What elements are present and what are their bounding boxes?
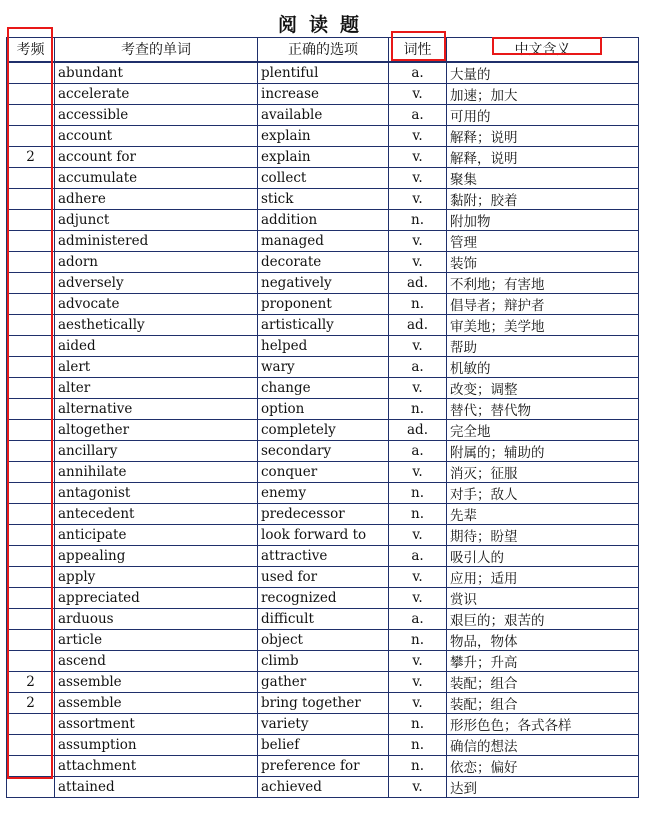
cell-meaning: 先辈 xyxy=(447,503,639,524)
cell-word: ancillary xyxy=(55,440,258,461)
cell-meaning: 解释，说明 xyxy=(447,146,639,167)
cell-option: achieved xyxy=(258,776,389,797)
cell-meaning: 消灭；征服 xyxy=(447,461,639,482)
cell-word: alert xyxy=(55,356,258,377)
table-row xyxy=(7,776,639,797)
cell-option: climb xyxy=(258,650,389,671)
table-row xyxy=(7,188,639,209)
col-header-word: 考查的单词 xyxy=(55,38,258,62)
highlight-box-meaning-header xyxy=(492,37,602,55)
cell-option: object xyxy=(258,629,389,650)
cell-freq xyxy=(7,776,55,797)
cell-pos: a. xyxy=(389,440,447,461)
cell-meaning: 完全地 xyxy=(447,419,639,440)
cell-word: attained xyxy=(55,776,258,797)
table-body xyxy=(7,62,639,798)
cell-word: advocate xyxy=(55,293,258,314)
table-row xyxy=(7,146,639,167)
table-row xyxy=(7,314,639,335)
cell-option: stick xyxy=(258,188,389,209)
cell-meaning: 解释；说明 xyxy=(447,125,639,146)
table-row xyxy=(7,755,639,776)
cell-pos: n. xyxy=(389,209,447,230)
vocab-table xyxy=(6,37,639,798)
cell-pos: v. xyxy=(389,587,447,608)
cell-pos: v. xyxy=(389,146,447,167)
cell-word: accumulate xyxy=(55,167,258,188)
cell-meaning: 对手；敌人 xyxy=(447,482,639,503)
cell-pos: a. xyxy=(389,356,447,377)
cell-freq: 2 xyxy=(7,671,55,692)
cell-option: artistically xyxy=(258,314,389,335)
cell-option: available xyxy=(258,104,389,125)
table-row xyxy=(7,356,639,377)
cell-pos: a. xyxy=(389,104,447,125)
cell-pos: v. xyxy=(389,566,447,587)
cell-word: assumption xyxy=(55,734,258,755)
cell-option: change xyxy=(258,377,389,398)
table-row xyxy=(7,209,639,230)
cell-meaning: 不利地；有害地 xyxy=(447,272,639,293)
cell-option: explain xyxy=(258,146,389,167)
cell-meaning: 物品，物体 xyxy=(447,629,639,650)
cell-meaning: 可用的 xyxy=(447,104,639,125)
cell-word: account xyxy=(55,125,258,146)
cell-pos: n. xyxy=(389,755,447,776)
cell-word: accelerate xyxy=(55,83,258,104)
cell-option: helped xyxy=(258,335,389,356)
table-row xyxy=(7,398,639,419)
table-row xyxy=(7,293,639,314)
cell-meaning: 管理 xyxy=(447,230,639,251)
cell-option: option xyxy=(258,398,389,419)
cell-option: plentiful xyxy=(258,62,389,84)
cell-pos: ad. xyxy=(389,314,447,335)
cell-option: difficult xyxy=(258,608,389,629)
table-row xyxy=(7,734,639,755)
cell-option: preference for xyxy=(258,755,389,776)
cell-pos: v. xyxy=(389,524,447,545)
table-row xyxy=(7,503,639,524)
table-row xyxy=(7,272,639,293)
cell-meaning: 艰巨的；艰苦的 xyxy=(447,608,639,629)
cell-pos: n. xyxy=(389,503,447,524)
col-header-frequency: 考频 xyxy=(7,38,55,62)
cell-word: alternative xyxy=(55,398,258,419)
cell-pos: a. xyxy=(389,608,447,629)
table-row xyxy=(7,482,639,503)
cell-pos: n. xyxy=(389,293,447,314)
cell-pos: v. xyxy=(389,776,447,797)
cell-word: accessible xyxy=(55,104,258,125)
cell-option: negatively xyxy=(258,272,389,293)
cell-word: apply xyxy=(55,566,258,587)
cell-option: completely xyxy=(258,419,389,440)
cell-word: adjunct xyxy=(55,209,258,230)
cell-meaning: 吸引人的 xyxy=(447,545,639,566)
cell-word: annihilate xyxy=(55,461,258,482)
cell-pos: v. xyxy=(389,461,447,482)
cell-option: addition xyxy=(258,209,389,230)
cell-meaning: 帮助 xyxy=(447,335,639,356)
cell-word: alter xyxy=(55,377,258,398)
cell-pos: v. xyxy=(389,188,447,209)
cell-pos: v. xyxy=(389,650,447,671)
cell-word: account for xyxy=(55,146,258,167)
table-row xyxy=(7,587,639,608)
col-header-part-of-speech: 词性 xyxy=(389,38,447,62)
cell-meaning: 达到 xyxy=(447,776,639,797)
cell-meaning: 依恋；偏好 xyxy=(447,755,639,776)
cell-meaning: 审美地；美学地 xyxy=(447,314,639,335)
cell-word: anticipate xyxy=(55,524,258,545)
cell-meaning: 附加物 xyxy=(447,209,639,230)
cell-word: antagonist xyxy=(55,482,258,503)
cell-word: attachment xyxy=(55,755,258,776)
cell-option: increase xyxy=(258,83,389,104)
cell-word: aesthetically xyxy=(55,314,258,335)
cell-meaning: 攀升；升高 xyxy=(447,650,639,671)
cell-option: gather xyxy=(258,671,389,692)
cell-pos: v. xyxy=(389,230,447,251)
page-title: 阅读题 xyxy=(277,14,371,36)
cell-word: altogether xyxy=(55,419,258,440)
cell-meaning: 替代；替代物 xyxy=(447,398,639,419)
cell-word: abundant xyxy=(55,62,258,84)
highlight-box-part-of-speech-header xyxy=(391,31,446,61)
cell-pos: ad. xyxy=(389,419,447,440)
cell-pos: a. xyxy=(389,62,447,84)
highlight-box-frequency-column xyxy=(7,27,53,779)
cell-option: enemy xyxy=(258,482,389,503)
col-header-correct-option: 正确的选项 xyxy=(258,38,389,62)
cell-pos: a. xyxy=(389,545,447,566)
cell-pos: n. xyxy=(389,713,447,734)
cell-option: secondary xyxy=(258,440,389,461)
cell-meaning: 附属的；辅助的 xyxy=(447,440,639,461)
cell-word: aided xyxy=(55,335,258,356)
cell-word: assemble xyxy=(55,692,258,713)
cell-word: antecedent xyxy=(55,503,258,524)
cell-pos: ad. xyxy=(389,272,447,293)
cell-pos: v. xyxy=(389,377,447,398)
cell-option: recognized xyxy=(258,587,389,608)
table-row xyxy=(7,608,639,629)
cell-option: predecessor xyxy=(258,503,389,524)
table-row xyxy=(7,167,639,188)
cell-meaning: 黏附；胶着 xyxy=(447,188,639,209)
cell-meaning: 期待；盼望 xyxy=(447,524,639,545)
table-row xyxy=(7,230,639,251)
cell-option: conquer xyxy=(258,461,389,482)
cell-meaning: 机敏的 xyxy=(447,356,639,377)
cell-option: variety xyxy=(258,713,389,734)
cell-option: bring together xyxy=(258,692,389,713)
cell-meaning: 装配；组合 xyxy=(447,692,639,713)
cell-meaning: 形形色色；各式各样 xyxy=(447,713,639,734)
cell-meaning: 确信的想法 xyxy=(447,734,639,755)
cell-pos: v. xyxy=(389,671,447,692)
cell-word: adversely xyxy=(55,272,258,293)
cell-pos: v. xyxy=(389,335,447,356)
cell-option: decorate xyxy=(258,251,389,272)
cell-meaning: 应用；适用 xyxy=(447,566,639,587)
cell-option: wary xyxy=(258,356,389,377)
cell-word: adorn xyxy=(55,251,258,272)
cell-option: look forward to xyxy=(258,524,389,545)
cell-meaning: 装配；组合 xyxy=(447,671,639,692)
cell-pos: v. xyxy=(389,125,447,146)
cell-option: managed xyxy=(258,230,389,251)
table-row xyxy=(7,566,639,587)
table-row xyxy=(7,125,639,146)
cell-pos: v. xyxy=(389,692,447,713)
cell-word: adhere xyxy=(55,188,258,209)
cell-option: explain xyxy=(258,125,389,146)
table-row xyxy=(7,377,639,398)
cell-pos: v. xyxy=(389,167,447,188)
table-row xyxy=(7,335,639,356)
cell-pos: n. xyxy=(389,482,447,503)
cell-word: assemble xyxy=(55,671,258,692)
table-row xyxy=(7,671,639,692)
table-row xyxy=(7,440,639,461)
table-row xyxy=(7,62,639,84)
cell-word: ascend xyxy=(55,650,258,671)
cell-option: proponent xyxy=(258,293,389,314)
table-row xyxy=(7,650,639,671)
cell-word: article xyxy=(55,629,258,650)
table-row xyxy=(7,461,639,482)
table-row xyxy=(7,629,639,650)
table-row xyxy=(7,251,639,272)
cell-option: belief xyxy=(258,734,389,755)
table-row xyxy=(7,419,639,440)
cell-word: assortment xyxy=(55,713,258,734)
cell-freq: 2 xyxy=(7,146,55,167)
cell-pos: n. xyxy=(389,734,447,755)
cell-meaning: 大量的 xyxy=(447,62,639,84)
cell-word: administered xyxy=(55,230,258,251)
cell-meaning: 装饰 xyxy=(447,251,639,272)
table-row xyxy=(7,104,639,125)
table-row xyxy=(7,692,639,713)
cell-pos: n. xyxy=(389,629,447,650)
cell-meaning: 倡导者；辩护者 xyxy=(447,293,639,314)
cell-word: appreciated xyxy=(55,587,258,608)
cell-meaning: 加速；加大 xyxy=(447,83,639,104)
cell-option: used for xyxy=(258,566,389,587)
cell-pos: v. xyxy=(389,83,447,104)
table-row xyxy=(7,545,639,566)
table-row xyxy=(7,524,639,545)
cell-meaning: 改变；调整 xyxy=(447,377,639,398)
cell-pos: n. xyxy=(389,398,447,419)
cell-option: collect xyxy=(258,167,389,188)
cell-word: appealing xyxy=(55,545,258,566)
col-header-chinese-meaning: 中文含义 xyxy=(447,38,639,62)
table-row xyxy=(7,83,639,104)
cell-freq: 2 xyxy=(7,692,55,713)
cell-pos: v. xyxy=(389,251,447,272)
cell-meaning: 聚集 xyxy=(447,167,639,188)
table-row xyxy=(7,713,639,734)
cell-option: attractive xyxy=(258,545,389,566)
cell-word: arduous xyxy=(55,608,258,629)
cell-meaning: 赏识 xyxy=(447,587,639,608)
